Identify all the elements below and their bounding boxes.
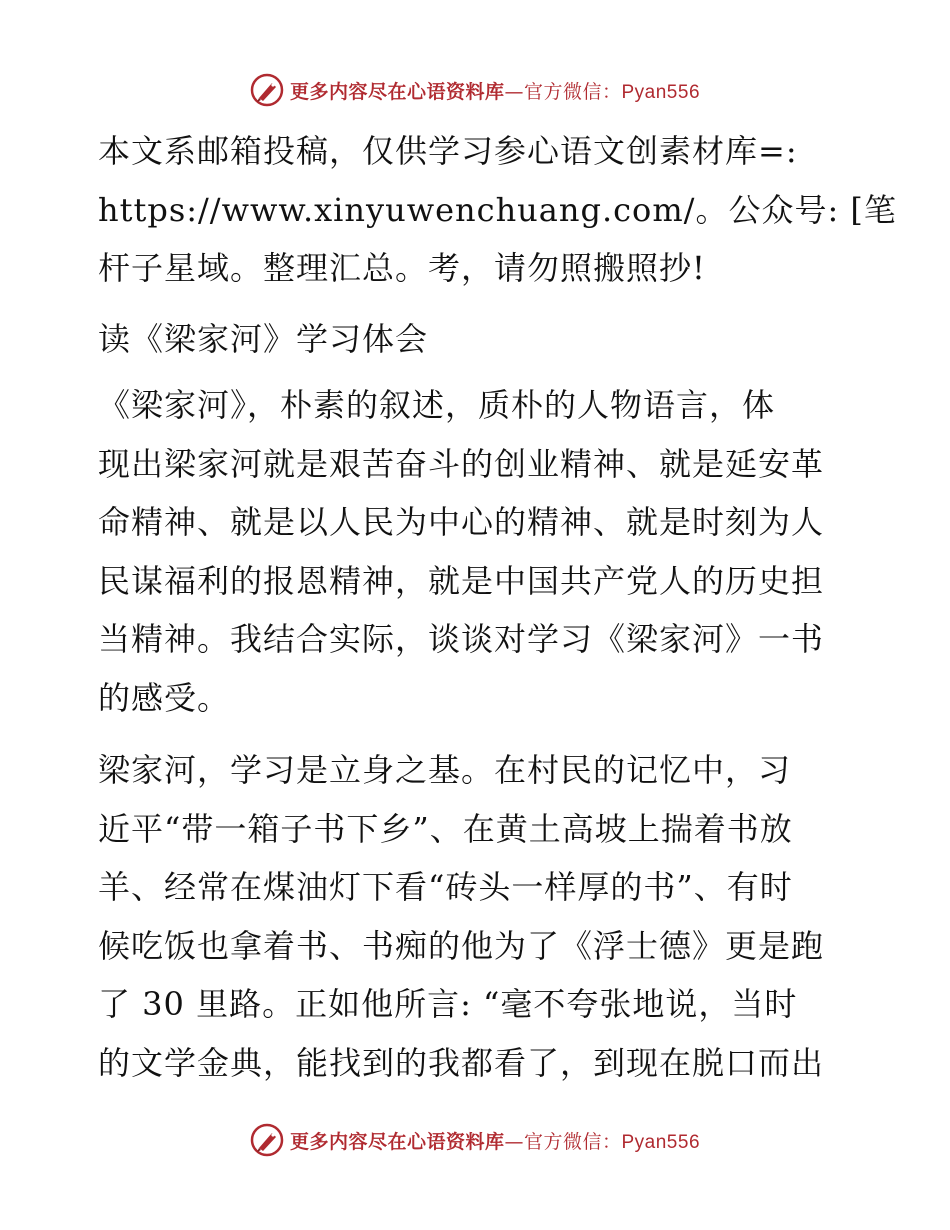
watermark-text — [290, 77, 700, 104]
paragraph-1 — [98, 376, 850, 727]
notice-line: 杆子星域。整理汇总。考，请勿照搬照抄! — [98, 249, 706, 287]
paragraph-line: 现出梁家河就是艰苦奋斗的创业精神、就是延安革 — [98, 444, 825, 483]
watermark-wechat-label: 官方微信： — [523, 80, 622, 103]
footer-watermark — [0, 1120, 950, 1160]
pen-nib-logo-icon — [250, 1123, 284, 1157]
watermark-site: 更多内容尽在心语资料库 — [289, 1130, 505, 1153]
watermark-site: 更多内容尽在心语资料库 — [289, 80, 505, 103]
paragraph-line: 近平“带一箱子书下乡”、在黄土高坡上揣着书放 — [98, 809, 793, 848]
header-watermark — [0, 70, 950, 110]
paragraph-line: 的感受。 — [98, 678, 231, 717]
watermark-dash: — — [504, 1130, 524, 1153]
pen-nib-logo-icon — [250, 73, 284, 107]
paragraph-line: 羊、经常在煤油灯下看“砖头一样厚的书”、有时 — [98, 868, 793, 906]
paragraph-line: 梁家河，学习是立身之基。在村民的记忆中，习 — [98, 751, 792, 789]
watermark-wechat-label: 官方微信： — [523, 1130, 622, 1153]
watermark-wechat-id: Pyan556 — [621, 1131, 701, 1153]
notice-line: https://www.xinyuwenchuang.com/。公众号: [笔 — [98, 190, 897, 229]
watermark-text — [290, 1127, 700, 1154]
paragraph-line: 民谋福利的报恩精神，就是中国共产党人的历史担 — [98, 561, 825, 600]
paragraph-2 — [98, 741, 850, 1092]
watermark-wechat-id: Pyan556 — [621, 81, 701, 103]
paragraph-line: 当精神。我结合实际，谈谈对学习《梁家河》一书 — [98, 620, 825, 658]
paragraph-line: 的文学金典，能找到的我都看了，到现在脱口而出 — [98, 1043, 825, 1082]
paragraph-line: 候吃饭也拿着书、书痴的他为了《浮士德》更是跑 — [98, 926, 825, 965]
paragraph-line: 命精神、就是以人民为中心的精神、就是时刻为人 — [98, 503, 825, 541]
document-body — [98, 122, 897, 1106]
notice-line: 本文系邮箱投稿，仅供学习参心语文创素材库=: — [98, 132, 798, 170]
paragraph-line: 《梁家河》，朴素的叙述，质朴的人物语言，体 — [98, 386, 776, 424]
notice-paragraph — [98, 122, 897, 298]
document-title — [98, 310, 850, 369]
title-line: 读《梁家河》学习体会 — [98, 319, 429, 358]
paragraph-line: 了 30 里路。正如他所言: “毫不夸张地说，当时 — [98, 985, 798, 1023]
watermark-dash: — — [504, 80, 524, 103]
